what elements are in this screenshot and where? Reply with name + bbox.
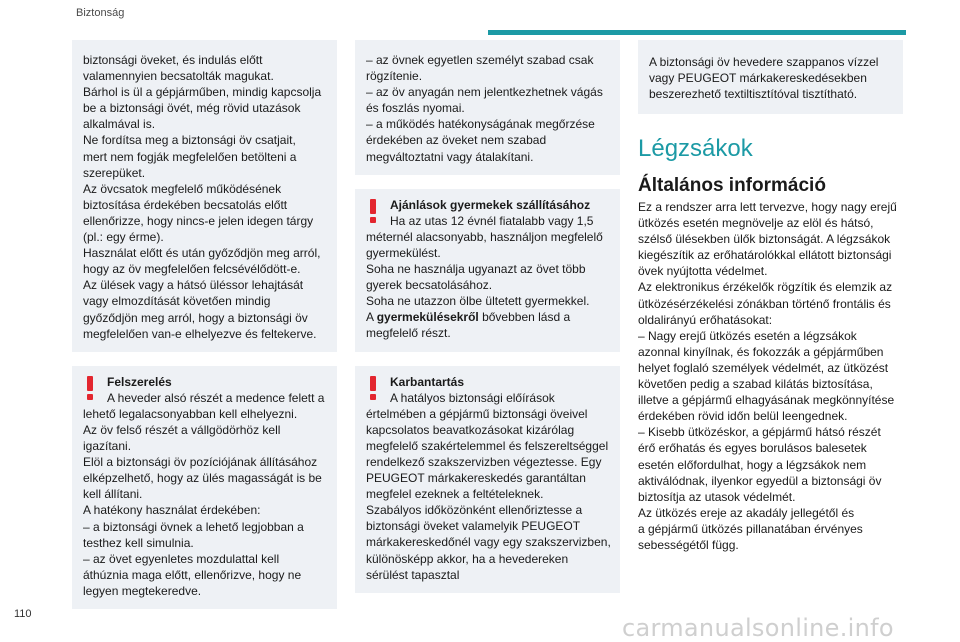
text-line: oldalirányú erőhatásokat: <box>638 312 773 327</box>
text-line: ütközésérzékelési zónákban történő frontális és <box>638 296 891 311</box>
text-line: – az öv anyagán nem jelentkezhetnek vágás <box>366 85 603 100</box>
text-line: lehető legalacsonyabban kell elhelyezni. <box>83 406 298 421</box>
text-line: be a biztonsági övét, még rövid utazások <box>83 101 301 116</box>
maintenance-first-line: A hatályos biztonsági előírások <box>390 390 555 405</box>
text-line: biztosítja az utasok védelmét. <box>638 489 796 504</box>
text-line: gyermekülést. <box>366 245 441 260</box>
text-line: a gépjármű ütközés pillanatában érvényes <box>638 521 863 536</box>
text-line: biztonsági öveket valamelyik PEUGEOT <box>366 519 581 534</box>
text-line: megfelelő szakértelemmel és felszereltséggel <box>366 438 609 453</box>
warning-icon <box>86 376 94 400</box>
text-line: biztonsági öveket, és indulás előtt <box>83 53 263 67</box>
text-line: Az övcsatok megfelelő működésének <box>83 181 282 196</box>
text-line: – az övnek egyetlen személyt szabad csak <box>366 53 594 67</box>
text-line: kapcsolatos beavatkozásokat kizárólag <box>366 422 575 437</box>
text-line: alkalmával is. <box>83 117 156 132</box>
installation-title: Felszerelés <box>107 374 172 389</box>
text-line: győződjön meg arról, hogy a biztonsági öv <box>83 310 308 325</box>
text-line: – Kisebb ütközéskor, a gépjármű hátsó részét <box>638 425 881 440</box>
text-line: érdekében az öveket nem szabad <box>366 133 547 148</box>
text-line: rögzítenie. <box>366 69 423 84</box>
text-line: Soha ne utazzon ölbe ültetett gyermekkel. <box>366 294 590 309</box>
airbag-general-text <box>638 199 908 553</box>
text-line: esetén előfordulhat, hogy a légzsákok nem <box>638 457 867 472</box>
text-line: – a biztonsági övnek a lehető legjobban a <box>83 519 304 534</box>
text-line: érő erőhatás és egyes borulásos balesetek <box>638 441 867 456</box>
text-line: és foszlás nyomai. <box>366 101 465 116</box>
installation-first-line: A heveder alsó részét a medence felett a <box>107 390 325 405</box>
watermark: carmanualsonline.info <box>622 614 894 642</box>
text-line: beszerezhető textiltisztítóval tisztítható. <box>649 87 858 102</box>
warning-icon <box>369 199 377 223</box>
column-3 <box>638 40 903 114</box>
text-line: Bárhol is ül a gépjárműben, mindig kapcsolja <box>83 85 322 100</box>
maintenance-text <box>366 406 609 583</box>
text-line: (pl.: egy érme). <box>83 230 164 245</box>
text-line: Használat előtt és után győződjön meg arról, <box>83 246 321 261</box>
warning-icon <box>369 376 377 400</box>
section-title-airbags: Légzsákok <box>638 135 753 162</box>
text-line: szélső ülésekben ülők biztonságát. A légzsákok <box>638 232 891 247</box>
text-line: vagy PEUGEOT márkakereskedésekben <box>649 71 867 86</box>
text-line: áthúznia maga előtt, ellenőrizve, hogy ne <box>83 567 302 582</box>
text-line: méternél alacsonyabb, használjon megfelelő <box>366 229 603 244</box>
children-title: Ajánlások gyermekek szállításához <box>390 197 591 212</box>
text-line: mert nem fogják megfelelően betölteni a <box>83 149 297 164</box>
text-line: sérülést tapasztal <box>366 567 460 582</box>
text-line: értelmében a gépjármű biztonsági öveivel <box>366 406 588 421</box>
text-line: A hatékony használat érdekében: <box>83 503 261 518</box>
text-line: biztosítása érdekében becsatolás előtt <box>83 197 288 212</box>
text-line: PEUGEOT márkakereskedés garantáltan <box>366 471 586 486</box>
text-line: legyen megtekeredve. <box>83 583 202 598</box>
text-line: – a működés hatékonyságának megőrzése <box>366 117 595 132</box>
text-line: testhez kell simulnia. <box>83 535 194 550</box>
column-2 <box>355 40 620 593</box>
text-line: megváltoztatni vagy átalakítani. <box>366 149 534 164</box>
text-line: Ne fordítsa meg a biztonsági öv csatjait, <box>83 133 296 148</box>
ref-prefix: A <box>366 310 377 325</box>
text-line: megfelelően van-e elhelyezve és feltekerve. <box>83 326 317 341</box>
maintenance-warning-box <box>355 366 620 593</box>
text-line: vagy elmozdítását követően mindig <box>83 294 271 309</box>
text-line: – Nagy erejű ütközés esetén a légzsákok <box>638 328 857 343</box>
text-line: szerepüket. <box>83 165 146 180</box>
text-line: aktiválódnak, ilyenkor egyedül a biztonsági öv <box>638 473 882 488</box>
text-line: megfelel ezeknek a feltételeknek. <box>366 487 544 502</box>
text-line: azonnal kinyílnak, és fokozzák a gépjárműben <box>638 344 884 359</box>
text-line: Az elektronikus érzékelők rögzítik és elemzik az <box>638 280 893 295</box>
text-line: helyet foglaló személyek védelmét, az ütközést <box>638 360 889 375</box>
text-line: elképzelhető, hogy az ülés magasságát is be <box>83 471 322 486</box>
text-line: Szabályos időközönként ellenőriztesse a <box>366 503 583 518</box>
children-first-line: Ha az utas 12 évnél fiatalabb vagy 1,5 <box>390 213 594 228</box>
text-line: kell állítani. <box>83 487 143 502</box>
text-line: különösképp akkor, ha a hevedereken <box>366 551 569 566</box>
text-line: – az övet egyenletes mozdulattal kell <box>83 551 280 566</box>
children-warning-box <box>355 189 620 352</box>
text-line: ütközés esetén megnövelje az elöl és hátsó, <box>638 216 874 231</box>
seatbelt-info-box <box>72 40 337 352</box>
text-line: érdekében rövid időn belül leengednek. <box>638 409 848 424</box>
installation-warning-box <box>72 366 337 609</box>
installation-text <box>83 406 326 599</box>
seatbelt-conditions-box <box>355 40 620 175</box>
text-line: Az ütközés ereje az akadály jellegétől és <box>638 505 855 520</box>
header-title: Biztonság <box>76 7 125 19</box>
text-line: övek nyújtotta védelmet. <box>638 264 768 279</box>
header-accent-bar <box>488 30 906 35</box>
child-seat-reference <box>366 309 609 325</box>
child-seat-link[interactable]: gyermekülésekről <box>376 310 479 325</box>
text-line: A biztonsági öv hevedere szappanos vízzel <box>649 55 879 69</box>
text-line: gyerek becsatolásához. <box>366 278 493 293</box>
text-line: sebességétől függ. <box>638 537 739 552</box>
text-line: követően pedig a szabad kilátás biztosítása, <box>638 377 873 392</box>
text-line: valamennyien becsatolták magukat. <box>83 69 274 84</box>
page-number: 110 <box>14 608 32 620</box>
text-line: igazítani. <box>83 439 132 454</box>
text-line: hogy az öv megfelelően felcsévélődött-e. <box>83 262 301 277</box>
children-text <box>366 229 609 309</box>
text-line: Az öv felső részét a vállgödörhöz kell <box>83 422 281 437</box>
text-line: rendelkező szakszervizben végeztesse. Egy <box>366 454 602 469</box>
text-line: Ez a rendszer arra lett tervezve, hogy nagy erejű <box>638 200 897 214</box>
text-line: Elöl a biztonsági öv pozíciójának állításához <box>83 455 318 470</box>
text-line: márkakereskedőnél vagy egy szakszervizben, <box>366 535 611 550</box>
text-line: illetve a gépjármű elhagyásának megkönnyítése <box>638 393 895 408</box>
text-line: Az ülések vagy a hátsó üléssor lehajtását <box>83 278 304 293</box>
text-line: Soha ne használja ugyanazt az övet több <box>366 262 586 277</box>
column-1 <box>72 40 337 609</box>
cleaning-info-box <box>638 40 903 114</box>
text-line: kiegészítik az erőhatárolókkal ellátott biztonsági <box>638 248 892 263</box>
ref-suffix: bővebben lásd a <box>478 310 571 325</box>
text-line: ellenőrizze, hogy nincs-e jelen idegen tárgy <box>83 213 314 228</box>
maintenance-title: Karbantartás <box>390 374 465 389</box>
ref-last-line: megfelelő részt. <box>366 326 451 341</box>
subsection-title-general: Általános információ <box>638 175 826 196</box>
